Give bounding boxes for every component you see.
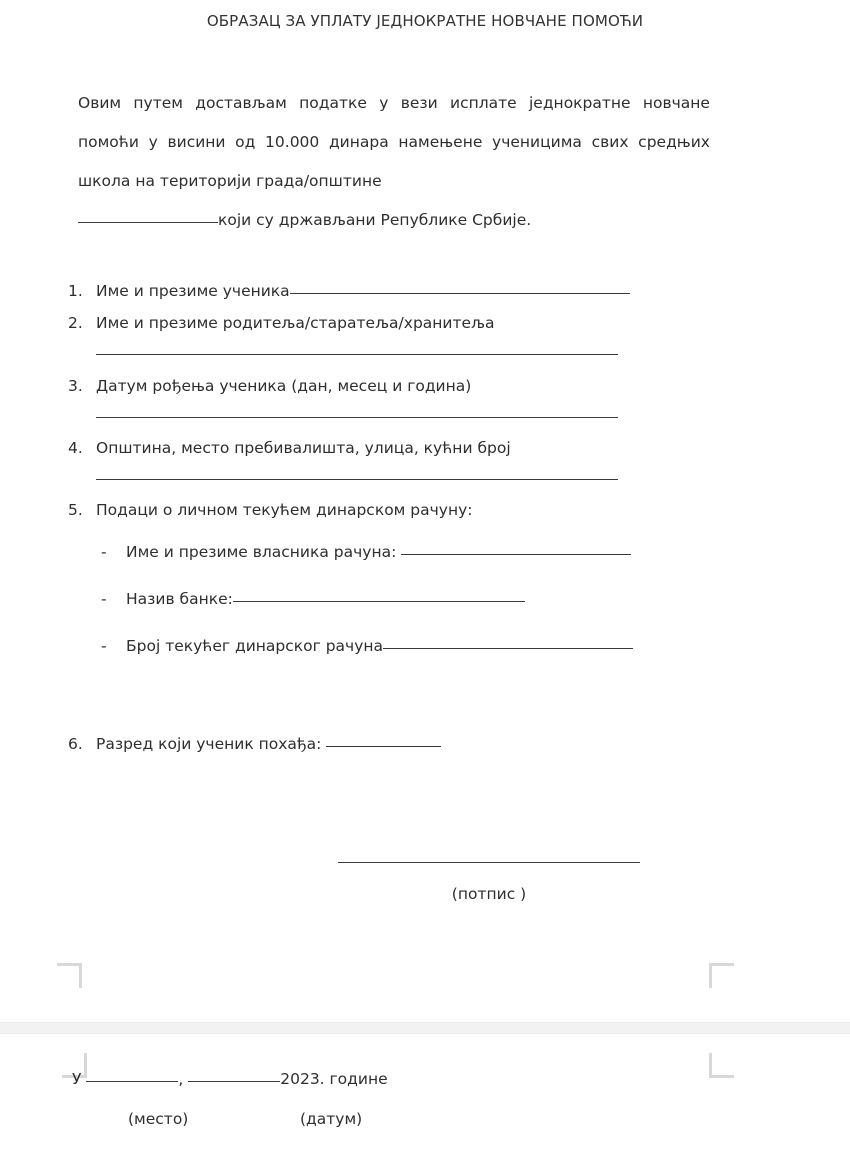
form-item-5-sub-2 bbox=[68, 590, 768, 608]
form-item-2-input-line[interactable] bbox=[96, 354, 618, 355]
intro-line-1: Овим путем достављам податке у вези исплате једнократне bbox=[78, 94, 631, 112]
form-item-5-number: 5. bbox=[68, 501, 83, 519]
page-separator bbox=[0, 1022, 850, 1034]
form-item-6-input-line[interactable] bbox=[326, 746, 441, 747]
form-item-5-sub-3-marker: - bbox=[101, 637, 107, 655]
form-item-2-number: 2. bbox=[68, 314, 83, 332]
form-item-5-sub-2-label: Назив банке: bbox=[126, 590, 233, 608]
form-items-list bbox=[68, 282, 768, 753]
form-item-4-number: 4. bbox=[68, 439, 83, 457]
footer-caption-date: (датум) bbox=[300, 1110, 363, 1128]
form-item-5-sub-3 bbox=[68, 637, 768, 655]
footer-caption-place: (место) bbox=[128, 1110, 189, 1128]
form-item-2-input-line-wrapper bbox=[96, 354, 618, 355]
form-item-1-label: Име и презиме ученика bbox=[96, 282, 290, 300]
intro-paragraph bbox=[78, 84, 710, 240]
form-item-3-number: 3. bbox=[68, 377, 83, 395]
form-item-6-label-wrapper bbox=[96, 735, 441, 753]
form-item-5-sub-1 bbox=[68, 543, 768, 561]
form-item-4 bbox=[68, 439, 768, 457]
crop-mark-top-left-icon bbox=[57, 963, 82, 988]
footer-separator: , bbox=[178, 1070, 189, 1088]
form-item-5-label: Подаци о личном текућем динарском рачуну: bbox=[96, 501, 473, 519]
form-item-5-sub-3-label: Број текућег динарског рачуна bbox=[126, 637, 383, 655]
form-item-1 bbox=[68, 282, 768, 300]
intro-line-2: новчане помоћи у висини од 10.000 динара намењене ученицима bbox=[78, 94, 710, 151]
footer-place-input-line[interactable] bbox=[86, 1081, 178, 1082]
form-item-1-label-wrapper bbox=[96, 282, 630, 300]
form-item-3-input-line[interactable] bbox=[96, 417, 618, 418]
form-item-3-input-line-wrapper bbox=[96, 417, 618, 418]
municipality-blank-field[interactable] bbox=[78, 222, 218, 223]
account-number-input-line[interactable] bbox=[383, 648, 633, 649]
form-item-4-label: Општина, место пребивалишта, улица, кућни број bbox=[96, 439, 511, 457]
crop-mark-bottom-right-icon bbox=[709, 1053, 734, 1078]
intro-line-3: свих средњих школа на територији града/општине bbox=[78, 133, 710, 190]
form-item-2 bbox=[68, 314, 768, 332]
form-item-4-input-line[interactable] bbox=[96, 479, 618, 480]
account-holder-name-input-line[interactable] bbox=[401, 554, 631, 555]
form-item-5 bbox=[68, 501, 768, 519]
form-item-6 bbox=[68, 735, 768, 753]
page-title: ОБРАЗАЦ ЗА УПЛАТУ ЈЕДНОКРАТНЕ НОВЧАНЕ ПОМОЋИ bbox=[206, 12, 644, 30]
form-item-4-input-line-wrapper bbox=[96, 479, 618, 480]
footer-date-line bbox=[72, 1070, 388, 1088]
form-item-5-sub-2-marker: - bbox=[101, 590, 107, 608]
form-item-5-sub-1-marker: - bbox=[101, 543, 107, 561]
form-item-5-sub-1-label: Име и презиме власника рачуна: bbox=[126, 543, 402, 561]
form-item-6-label: Разред који ученик похађа: bbox=[96, 735, 327, 753]
form-item-1-number: 1. bbox=[68, 282, 83, 300]
bank-name-input-line[interactable] bbox=[233, 601, 525, 602]
crop-mark-top-right-icon bbox=[709, 963, 734, 988]
form-item-3-label: Датум рођења ученика (дан, месец и година) bbox=[96, 377, 472, 395]
form-item-3 bbox=[68, 377, 768, 395]
footer-year-suffix: 2023. године bbox=[280, 1070, 388, 1088]
intro-line-4: који су држављани Републике Србије. bbox=[218, 211, 532, 229]
form-item-6-number: 6. bbox=[68, 735, 83, 753]
form-item-2-label: Име и презиме родитеља/старатеља/хранитеља bbox=[96, 314, 495, 332]
form-item-1-input-line[interactable] bbox=[290, 293, 630, 294]
footer-date-input-line[interactable] bbox=[188, 1081, 280, 1082]
signature-caption: (потпис ) bbox=[451, 885, 527, 903]
intro-line-4-wrapper bbox=[78, 201, 710, 240]
signature-input-line[interactable] bbox=[338, 862, 640, 863]
footer-prefix: У bbox=[72, 1070, 87, 1088]
